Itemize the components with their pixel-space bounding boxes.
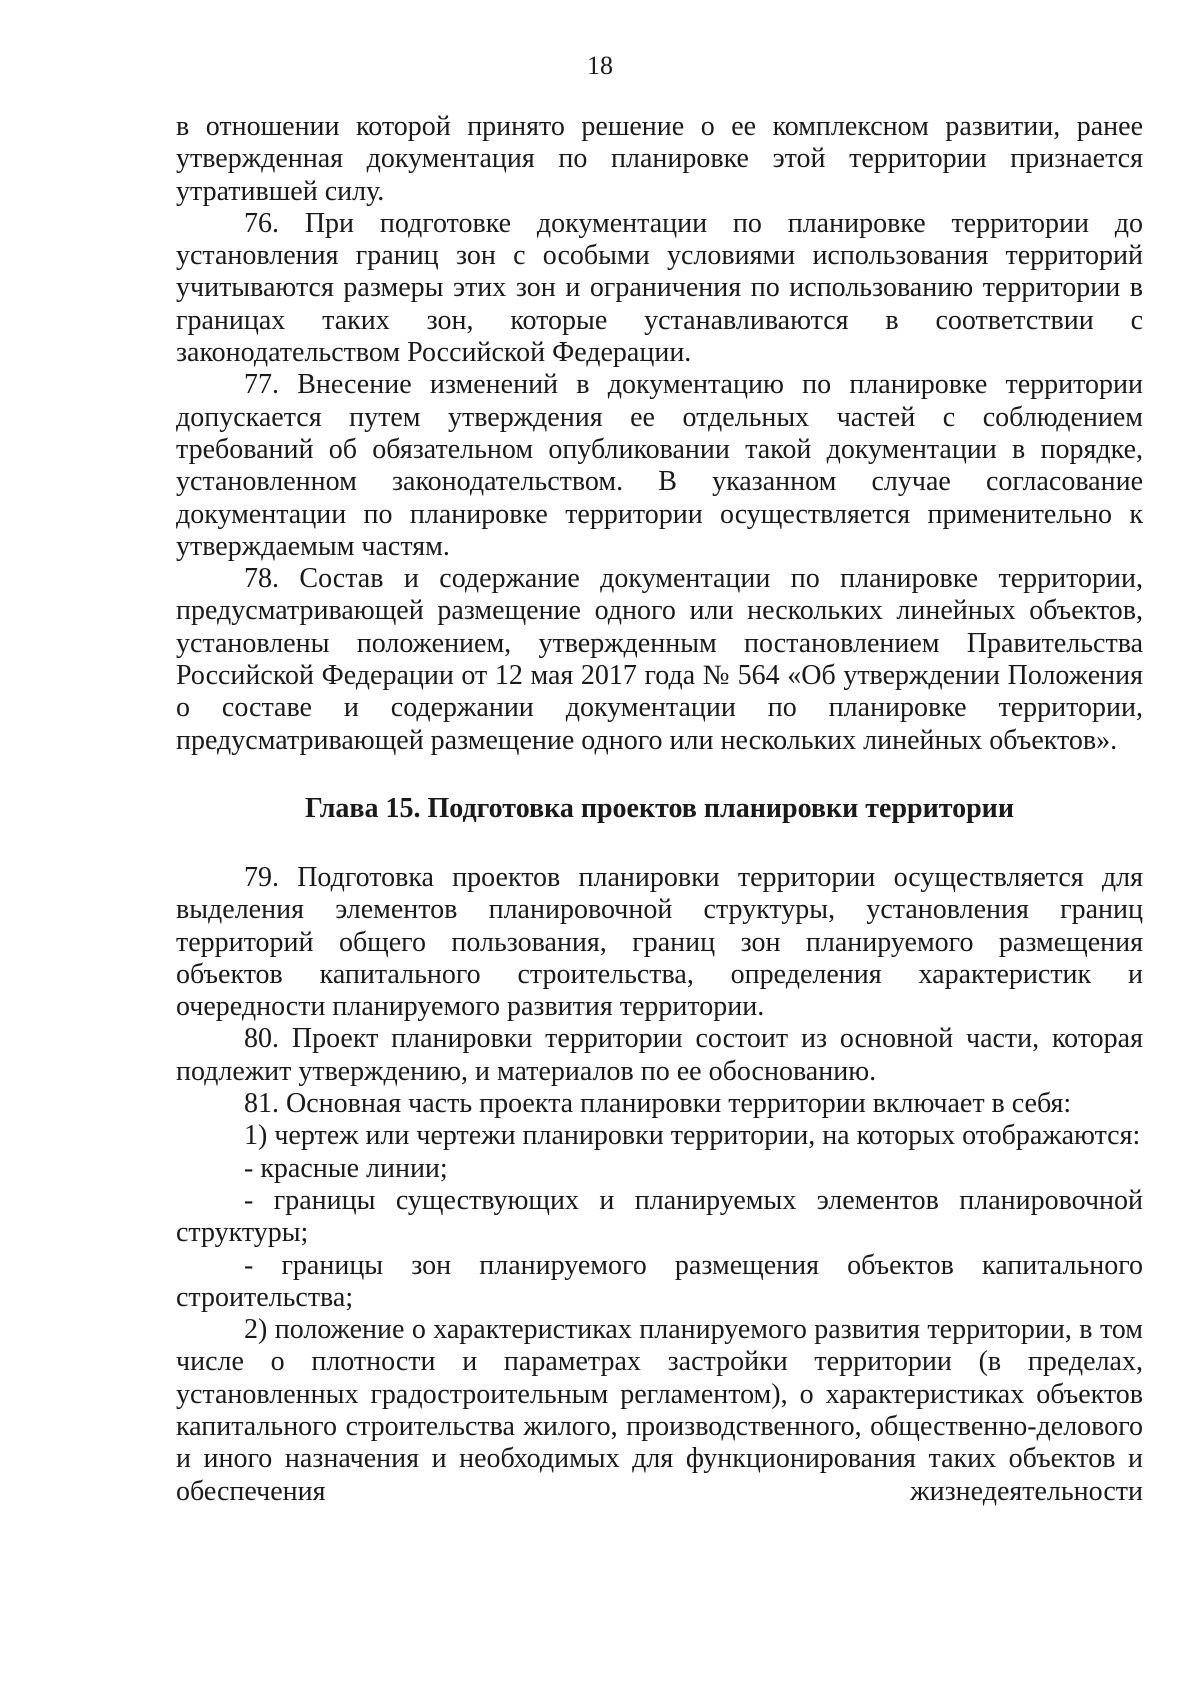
paragraph-79: 79. Подготовка проектов планировки территории осуществляется для выделения элементов планировочной структуры, установления границ территорий общего пользования, границ зон планируемого размещения объектов капитального строительства, определения характеристик и очередности планируемого развития территории. (176, 861, 1143, 1023)
chapter-title: Глава 15. Подготовка проектов планировки территории (305, 792, 1014, 824)
paragraph-80: 80. Проект планировки территории состоит из основной части, которая подлежит утверждению, и материалов по ее обоснованию. (176, 1023, 1143, 1087)
list-item-2: 2) положение о характеристиках планируемого развития территории, в том числе о плотности и параметрах застройки территории (в пределах, установленных градостроительным регламентом), о характеристиках объектов капитального строительства жилого, производственного, общественно-делового и иного назначения и необходимых для функционирования таких объектов и обеспечения жизнедеятельности (176, 1314, 1143, 1507)
list-item-1: 1) чертеж или чертежи планировки территории, на которых отображаются: (244, 1120, 1141, 1152)
paragraph-81: 81. Основная часть проекта планировки территории включает в себя: (244, 1088, 1072, 1120)
sub-item-zone-borders: - границы зон планируемого размещения объектов капитального строительства; (176, 1249, 1143, 1313)
sub-item-red-lines: - красные линии; (244, 1152, 448, 1184)
paragraph-77: 77. Внесение изменений в документацию по планировке территории допускается путем утверждения ее отдельных частей с соблюдением требований об обязательном опубликовании такой документации в порядке, установленном законодательством. В указанном случае согласование документации по планировке территории осуществляется применительно к утверждаемым частям. (176, 369, 1143, 562)
sub-item-structure-borders: - границы существующих и планируемых элементов планировочной структуры; (176, 1184, 1143, 1249)
document-body (176, 111, 1143, 1508)
paragraph-continuation: в отношении которой принято решение о ее комплексном развитии, ранее утвержденная документация по планировке этой территории признается утратившей силу. (176, 111, 1143, 207)
paragraph-76: 76. При подготовке документации по планировке территории до установления границ зон с особыми условиями использования территорий учитываются размеры этих зон и ограничения по использованию территории в границах таких зон, которые устанавливаются в соответствии с законодательством Российской Федерации. (176, 207, 1143, 369)
page-number: 18 (587, 51, 613, 80)
chapter-heading-block (176, 757, 1143, 862)
paragraph-78: 78. Состав и содержание документации по планировке территории, предусматривающей размещение одного или нескольких линейных объектов, установлены положением, утвержденным постановлением Правительства Российской Федерации от 12 мая 2017 года № 564 «Об утверждении Положения о составе и содержании документации по планировке территории, предусматривающей размещение одного или нескольких линейных объектов». (176, 563, 1143, 756)
